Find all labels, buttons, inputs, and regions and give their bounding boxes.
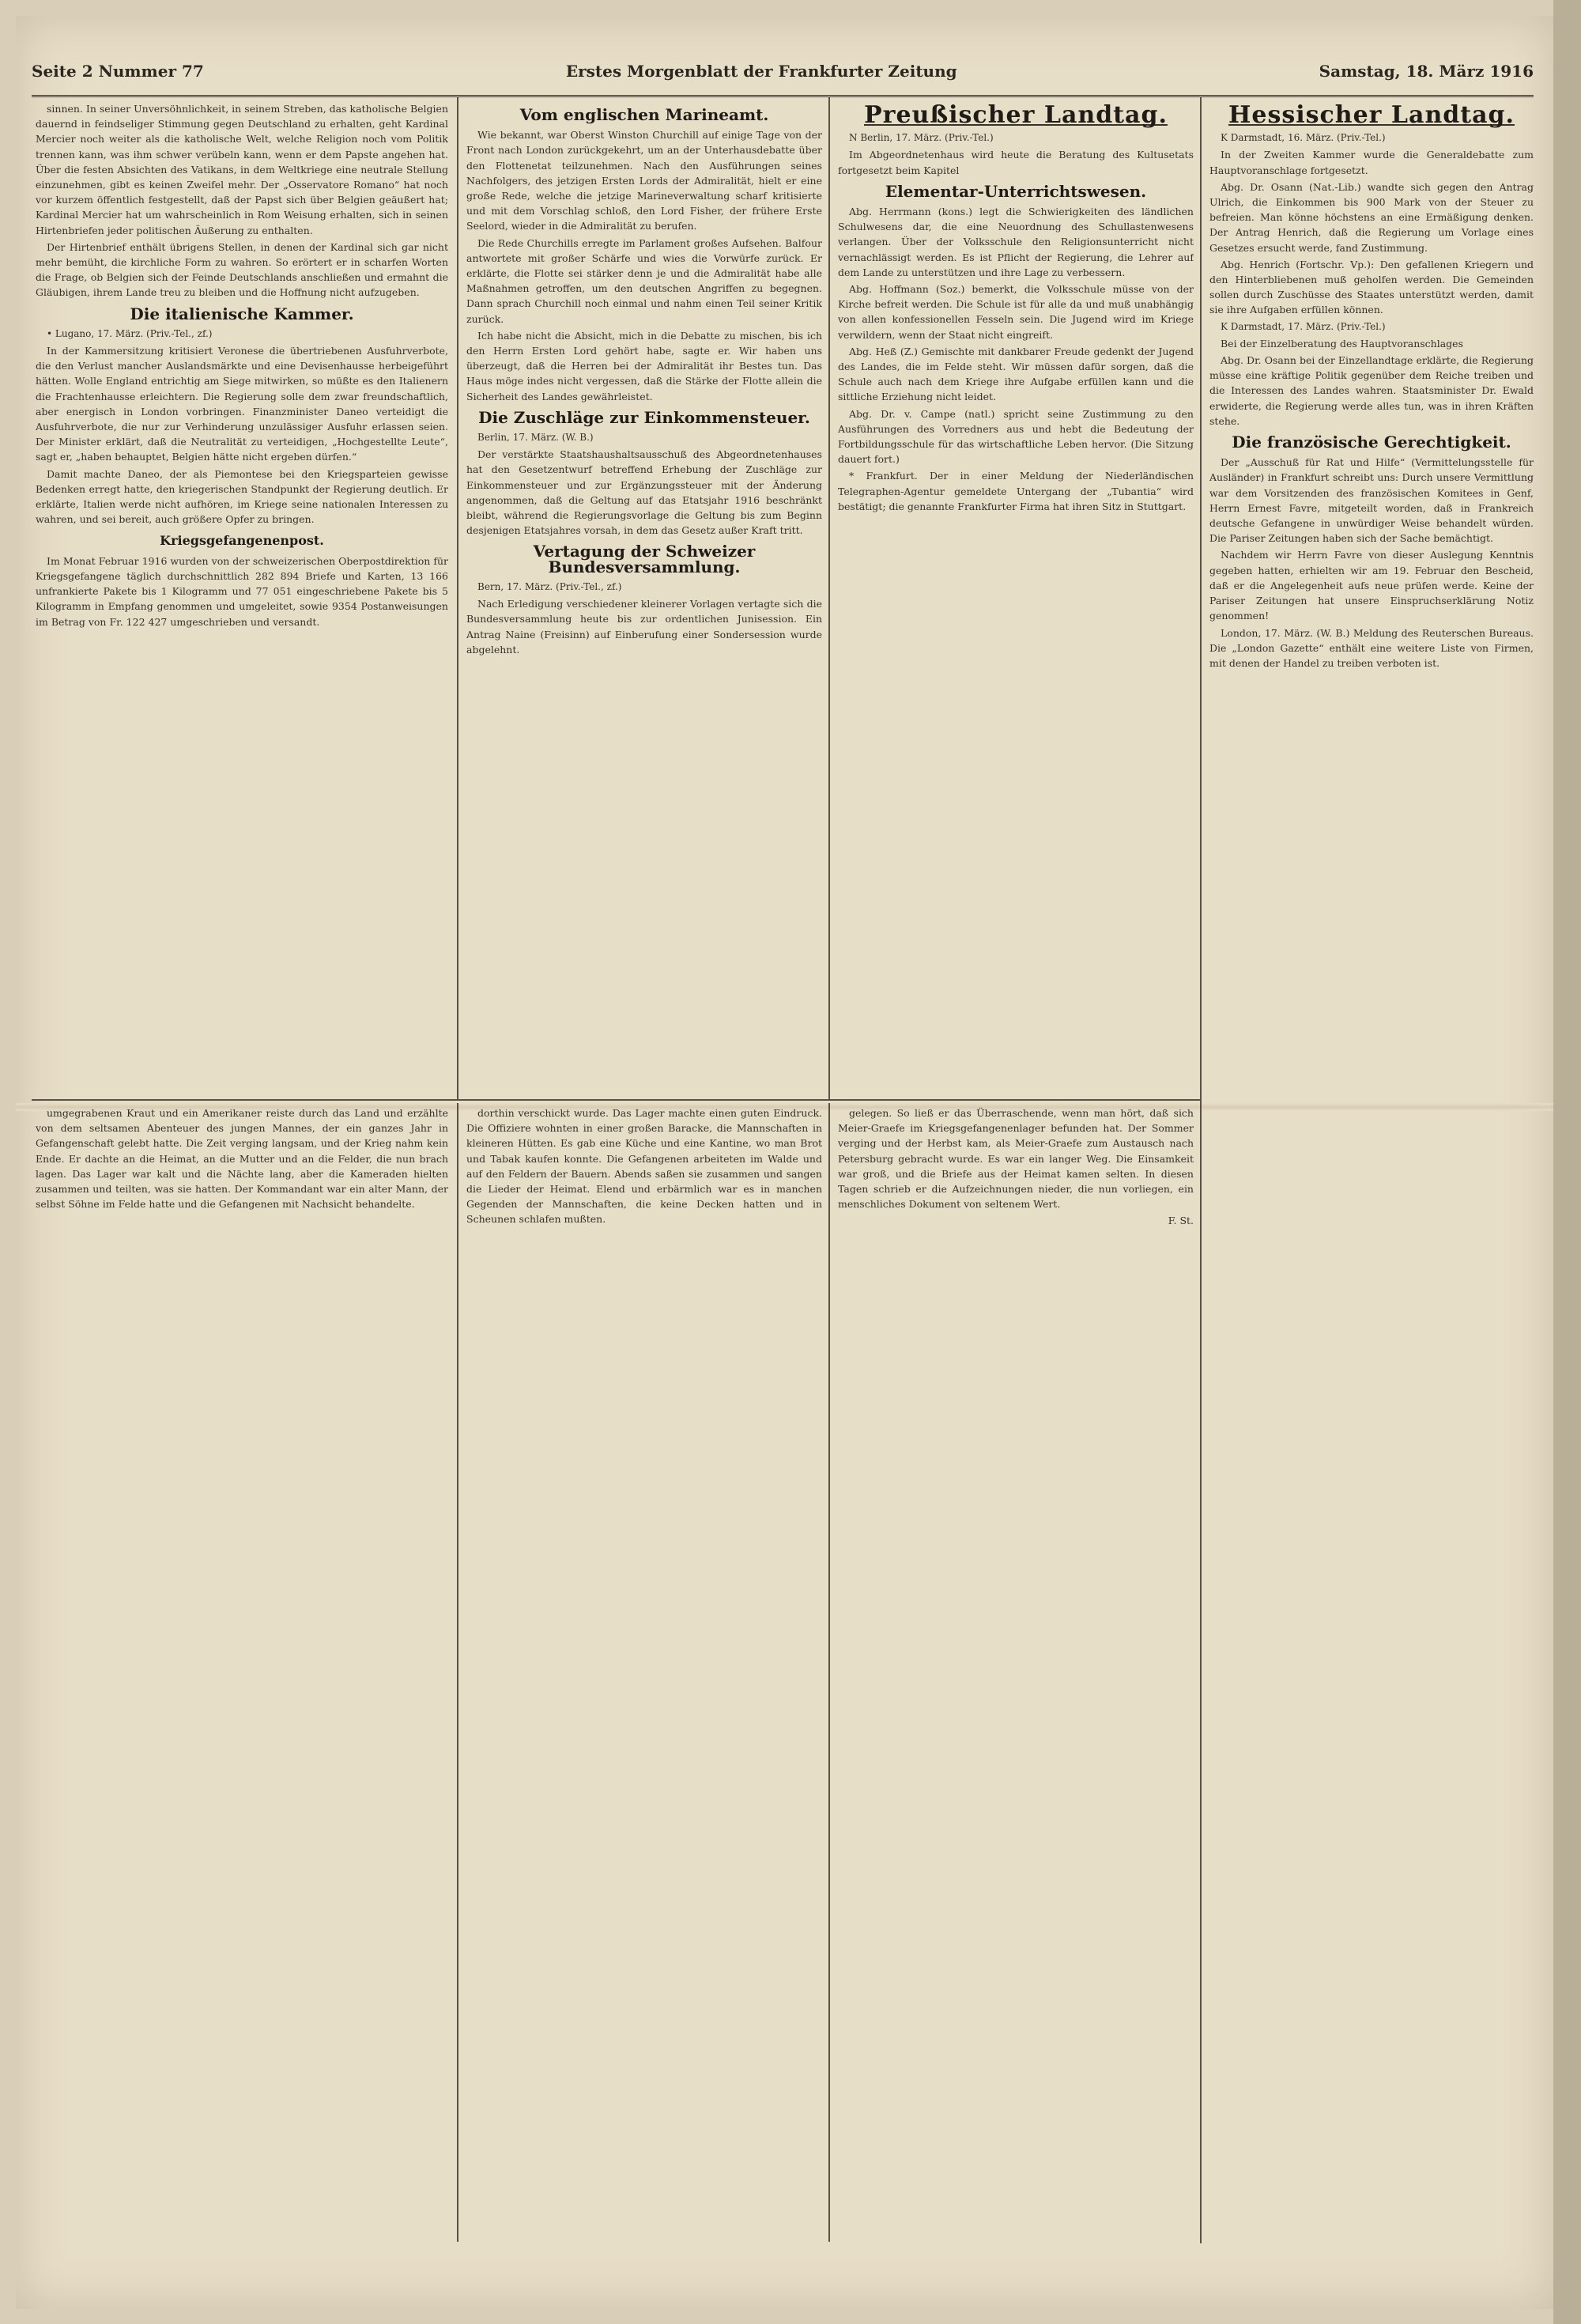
article-text: Abg. Heß (Z.) Gemischte mit dankbarer Freude gedenkt der Jugend des Landes, die im Felde steht. Wir müssen dafür sorgen, daß die Schule auch nach dem Kriege ihre Aufgabe erfüllen kann und die sittliche Erziehung nicht leidet. — [838, 345, 1194, 403]
article-text: Der Hirtenbrief enthält übrigens Stellen, in denen der Kardinal sich gar nicht mehr bemüht, die kirchliche Form zu wahren. So erörtert er in scharfen Worten die Frage, ob Belgien sich der Feinde Deutschlands anschließen und ermahnt die Gläubigen, ihrem Lande treu zu bleiben und die Hoffnung nicht aufzugeben. — [36, 240, 448, 299]
column-2 — [466, 101, 822, 1094]
article-text: Die Rede Churchills erregte im Parlament großes Aufsehen. Balfour antwortete mit großer Schärfe und wies die Vorwürfe zurück. Er erklärte, die Flotte sei stärker denn je und die Admiralität habe alle Maßnahmen getroffen, um den deutschen Angriffen zu begegnen. Dann sprach Churchill noch einmal und nahm einen Teil seiner Kritik zurück. — [466, 236, 822, 325]
article-headline: Die italienische Kammer. — [130, 304, 354, 323]
article-headline: Vom englischen Marineamt. — [519, 105, 769, 124]
article-text: Abg. Dr. Osann (Nat.-Lib.) wandte sich gegen den Antrag Ulrich, die Einkommen bis 900 Mark von der Steuer zu befreien. Man könne höchstens an eine Ermäßigung denken. Der Antrag Henrich, daß die Regierung um Vorlage eines Gesetzes ersucht werde, fand Zustimmung. — [1209, 180, 1534, 254]
article-text: Abg. Hoffmann (Soz.) bemerkt, die Volksschule müsse von der Kirche befreit werden. Die Schule ist für alle da und muß unabhängig von allen konfessionellen Fesseln sein. Die Jugend wird im Kriege verwildern, wenn der Staat nicht eingreift. — [838, 283, 1194, 341]
article-text: Nachdem wir Herrn Favre von dieser Auslegung Kenntnis gegeben hatten, erhielten wir am 19. Februar den Bescheid, daß er die Angelegenheit aufs neue prüfen werde. Keine der Pariser Zeitungen hat unsere Einspruchserklärung Notiz genommen! — [1209, 549, 1534, 622]
article-text: Ich habe nicht die Absicht, mich in die Debatte zu mischen, bis ich den Herrn Ersten Lord gehört habe, sagte er. Wir haben uns überzeugt, daß die Herren bei der Admiralität ihr Bestes tun. Das Haus möge indes nicht vergessen, daß die Stärke der Flotte allein die Sicherheit des Landes gewährleistet. — [466, 329, 822, 402]
dateline: N Berlin, 17. März. (Priv.-Tel.) — [849, 132, 994, 144]
article-headline: Elementar-Unterrichtswesen. — [885, 181, 1147, 201]
article-headline: Vertagung der Schweizer Bundesversammlung. — [533, 542, 756, 576]
feuilleton-text: gelegen. So ließ er das Überraschende, wenn man hört, daß sich Meier-Graefe im Kriegsgefangenenlager befunden hat. Der Sommer verging und der Herbst kam, als Meier-Graefe zum Austausch nach Petersburg gebracht wurde. Es war ein langer Weg. Die Einsamkeit war groß, und die Briefe aus der Heimat kamen selten. In diesen Tagen schrieb er die Aufzeichnungen nieder, die nun vorliegen, ein menschliches Dokument von seltenem Wert. — [838, 1107, 1194, 1211]
dateline: K Darmstadt, 16. März. (Priv.-Tel.) — [1221, 132, 1386, 144]
column-1 — [36, 101, 448, 1094]
article-text: London, 17. März. (W. B.) Meldung des Reuterschen Bureaus. Die „London Gazette“ enthält eine weitere Liste von Firmen, mit denen der Handel zu treiben verboten ist. — [1209, 626, 1534, 669]
page-edge — [1553, 0, 1581, 2324]
article-text: Bei der Einzelberatung des Hauptvoranschlages — [1221, 337, 1463, 350]
article-text: Wie bekannt, war Oberst Winston Churchill auf einige Tage von der Front nach London zurückgekehrt, um an der Unterhausdebatte über den Flottenetat teilzunehmen. Nach den Ausführungen seines Nachfolgers, des jetzigen Ersten Lords der Admiralität, hielt er eine große Rede, welche die jetzige Marineverwaltung scharf kritisierte und mit dem Vorschlag schloß, den Lord Fisher, der frühere Erste Seelord, wieder in die Admiralität zu berufen. — [466, 129, 822, 232]
section-headline — [1209, 101, 1534, 129]
feuilleton-column-3 — [838, 1105, 1194, 2236]
dateline: Bern, 17. März. (Priv.-Tel., zf.) — [477, 580, 622, 592]
article-text: Nach Erledigung verschiedener kleinerer Vorlagen vertagte sich die Bundesversammlung heute bis zur ordentlichen Junisession. Ein Antrag Naine (Freisinn) auf Einberufung einer Sondersession wurde abgelehnt. — [466, 598, 822, 656]
prussian-landtag-title: Preußischer Landtag. — [864, 101, 1168, 129]
article-headline: Kriegsgefangenenpost. — [160, 533, 324, 549]
author-signature: F. St. — [1168, 1215, 1194, 1227]
article-text: Im Monat Februar 1916 wurden von der schweizerischen Oberpostdirektion für Kriegsgefangene täglich durchschnittlich 282 894 Briefe und Karten, 13 166 unfrankierte Pakete bis 1 Kilogramm und 77 051 eingeschriebene Pakete bis 5 Kilogramm in Empfang genommen und umgeleitet, sowie 9354 Postanweisungen im Betrag von Fr. 122 427 umgeschrieben und versandt. — [36, 554, 448, 628]
article-headline: Die französische Gerechtigkeit. — [1232, 433, 1511, 452]
article-text: Der verstärkte Staatshaushaltsausschuß des Abgeordnetenhauses hat den Gesetzentwurf betreffend Erhebung der Zuschläge zur Einkommensteuer und zur Ergänzungssteuer mit der Änderung angenommen, daß die Geltung auf das Etatsjahr 1916 beschränkt bleibt, während die Regierungsvorlage die Geltung bis zum Beginn desjenigen Etatsjahres vorsah, in dem das Gesetz außer Kraft tritt. — [466, 448, 822, 537]
issue-date: Samstag, 18. März 1916 — [1319, 62, 1534, 81]
article-text: In der Kammersitzung kritisiert Veronese die übertriebenen Ausfuhrverbote, die den Verlust mancher Auslandsmärkte und eine Devisenhausse herbeigeführt hätten. Wolle England entrichtig am Siege mitwirken, so müßte es den Italienern die Frachtenhausse erleichtern. Die Regierung solle dem zwar freundschaftlich, aber energisch in London vorbringen. Finanzminister Daneo verteidigt die Ausfuhrverbote, die nur zur Verhinderung unzulässiger Ausfuhr erlassen seien. Der Minister erklärt, daß die Neutralität zu verteidigen, „Hochgestellte Leute“, sagt er, „haben behauptet, Belgien hätte nicht ergeben dürfen.“ — [36, 345, 448, 463]
article-text: Abg. Dr. v. Campe (natl.) spricht seine Zustimmung zu den Ausführungen des Vorredners aus und hebt die Bedeutung der Fortbildungsschule für das wirtschaftliche Leben hervor. (Die Sitzung dauert fort.) — [838, 407, 1194, 466]
article-headline: Die Zuschläge zur Einkommensteuer. — [478, 407, 810, 427]
article-text: Abg. Henrich (Fortschr. Vp.): Den gefallenen Kriegern und den Hinterbliebenen muß geholfen werden. Die Gemeinden sollen durch Zuschüsse des Staates unterstützt werden, damit sie ihre Aufgaben erfüllen können. — [1209, 258, 1534, 316]
hessian-landtag-title: Hessischer Landtag. — [1228, 101, 1515, 129]
section-headline — [838, 101, 1194, 129]
column-4 — [1209, 101, 1534, 2236]
feuilleton-rule — [32, 1099, 1200, 1101]
article-text: sinnen. In seiner Unversöhnlichkeit, in seinem Streben, das katholische Belgien dauernd in feindseliger Stimmung gegen Deutschland zu erhalten, geht Kardinal Mercier noch weiter als die katholische Welt, welche Religion noch vom Politik trennen kann, was ihm schwer verübeln kann, wenn er dem Papste angehen hat. Über die festen Absichten des Vatikans, in dem Weltkriege eine neutrale Stellung einzunehmen, gibt es keinen Zweifel mehr. Der „Osservatore Romano“ hat noch vor kurzem öffentlich festgestellt, daß der Papst sich über Belgien geäußert hat; Kardinal Mercier hat um wahrscheinlich in Rom Weisung erhalten, sich in seinen Hirtenbriefen jeder politischen Äußerung zu enthalten. — [36, 103, 448, 236]
feuilleton-column-2 — [466, 1105, 822, 2236]
newspaper-name: Erstes Morgenblatt der Frankfurter Zeitung — [565, 62, 957, 81]
article-text: Der „Ausschuß für Rat und Hilfe“ (Vermittelungsstelle für Ausländer) in Frankfurt schreibt uns: Durch unsere Vermittlung war dem Vorsitzenden des französischen Komitees in Genf, Herrn Ernest Favre, mitgeteilt worden, daß in Frankreich deutsche Gefangene in unwürdiger Weise behandelt würden. Die Pariser Zeitungen haben sich der Sache bemächtigt. — [1209, 456, 1534, 545]
article-text: Abg. Herrmann (kons.) legt die Schwierigkeiten des ländlichen Schulwesens dar, die eine Neuordnung des Schullastenwesens verlangen. Über der Volksschule den Religionsunterricht nicht vernachlässigt werden. Es ist Pflicht der Regierung, die Lehrer auf dem Lande zu unterstützen und ihre Lage zu verbessern. — [838, 206, 1194, 278]
column-rule — [457, 1103, 458, 2242]
column-rule — [1200, 96, 1202, 2243]
article-text: Im Abgeordnetenhaus wird heute die Beratung des Kultusetats fortgesetzt beim Kapitel — [838, 149, 1194, 176]
column-rule — [828, 96, 830, 1099]
article-note: * Frankfurt. Der in einer Meldung der Niederländischen Telegraphen-Agentur gemeldete Untergang der „Tubantia“ wird bestätigt; die genannte Frankfurter Firma hat ihren Sitz in Stuttgart. — [838, 470, 1194, 512]
feuilleton-column-1 — [36, 1105, 448, 2236]
feuilleton-text: dorthin verschickt wurde. Das Lager machte einen guten Eindruck. Die Offiziere wohnten in einer großen Baracke, die Mannschaften in kleineren Hütten. Es gab eine Küche und eine Kantine, wo man Brot und Tabak kaufen konnte. Die Gefangenen arbeiteten im Walde und auf den Feldern der Bauern. Abends saßen sie zusammen und sangen die Lieder der Heimat. Elend und erbärmlich war es in manchen Gegenden der Mannschaften, die keine Decken hatten und in Scheunen schlafen mußten. — [466, 1107, 822, 1226]
column-rule — [828, 1103, 830, 2242]
column-3 — [838, 101, 1194, 1094]
dateline: Berlin, 17. März. (W. B.) — [477, 432, 594, 444]
feuilleton-text: umgegrabenen Kraut und ein Amerikaner reiste durch das Land und erzählte von dem seltsamen Abenteuer des jungen Mannes, der ein ganzes Jahr in Gefangenschaft gelebt hatte. Die Zeit verging langsam, und der Krieg nahm kein Ende. Er dachte an die Heimat, an die Mutter und an die Felder, die nun brach lagen. Das Lager war kalt und die Nächte lang, aber die Kameraden hielten zusammen und teilten, was sie hatten. Der Kommandant war ein alter Mann, der selbst Söhne im Felde hatte und die Gefangenen mit Nachsicht behandelte. — [36, 1107, 448, 1211]
article-text: Abg. Dr. Osann bei der Einzellandtage erklärte, die Regierung müsse eine kräftige Politik gegenüber dem Reiche treiben und die Interessen des Landes wahren. Staatsminister Dr. Ewald erwiderte, die Regierung werde alles tun, was in ihren Kräften stehe. — [1209, 354, 1534, 427]
page-number: Seite 2 Nummer 77 — [32, 62, 204, 81]
dateline: K Darmstadt, 17. März. (Priv.-Tel.) — [1221, 320, 1386, 332]
column-rule — [457, 96, 458, 1099]
article-text: Damit machte Daneo, der als Piemontese bei den Kriegsparteien gewisse Bedenken erregt hatte, den kriegerischen Standpunkt der Regierung deutlich. Er erklärte, Italien werde nicht aufhören, im Kriege seine nationalen Interessen zu wahren, und sei bereit, auch größere Opfer zu bringen. — [36, 467, 448, 526]
dateline: • Lugano, 17. März. (Priv.-Tel., zf.) — [47, 327, 213, 339]
masthead — [32, 62, 1534, 97]
article-text: In der Zweiten Kammer wurde die Generaldebatte zum Hauptvoranschlage fortgesetzt. — [1209, 149, 1534, 176]
